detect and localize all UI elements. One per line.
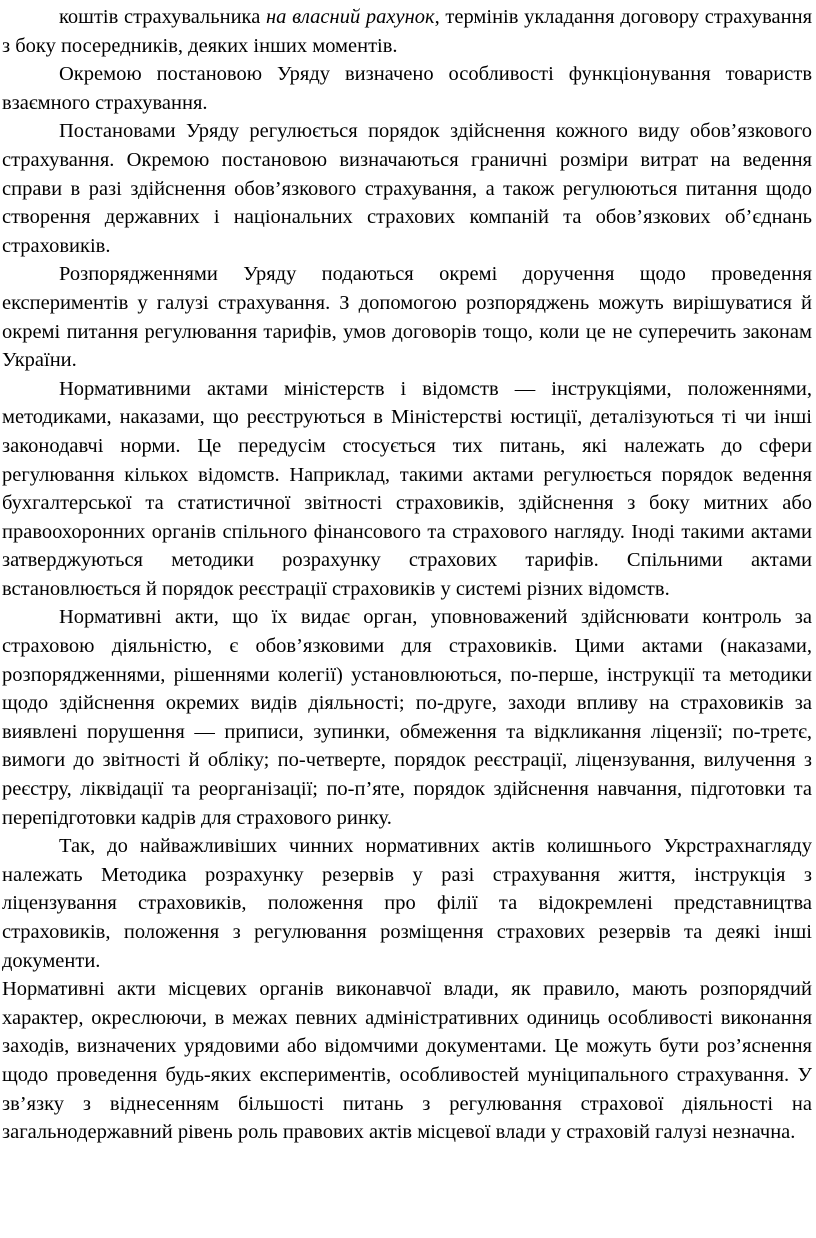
paragraph-2: Окремою постановою Уряду визначено особливості функціонування товариств взаємного страхування.: [2, 63, 812, 114]
paragraph-3: Постановами Уряду регулюється порядок здійснення кожного виду обов’язкового страхування. Окремою постановою визначаються граничні розміри витрат на ведення справи в разі здійснення обов’язкового страхування, а також регулюються питання щодо створення державних і національних страхових компаній та обов’язкових об’єднань страховиків.: [2, 120, 812, 257]
paragraph-6: Нормативні акти, що їх видає орган, уповноважений здійснювати контроль за страховою діяльністю, є обов’язковими для страховиків. Цими актами (наказами, розпорядженнями, рішеннями колегії) установлюються, по-перше, інструкції та методики щодо здійснення окремих видів діяльності; по-друге, заходи впливу на страховиків за виявлені порушення — приписи, зупинки, обмеження та відкликання ліцензії; по-третє, вимоги до звітності й обліку; по-четверте, порядок реєстрації, ліцензування, вилучення з реєстру, ліквідації та реорганізації; по-п’яте, порядок здійснення навчання, підготовки та перепідготовки кадрів для страхового ринку.: [2, 606, 812, 829]
paragraph-5: Нормативними актами міністерств і відомств — інструкціями, положеннями, методиками, наказами, що реєструються в Міністерстві юстиції, деталізуються ті чи інші законодавчі норми. Це передусім стосується тих питань, які належать до сфери регулювання кількох відомств. Наприклад, такими актами регулюється порядок ведення бухгалтерської та статистичної звітності страховиків, здійснення з боку митних або правоохоронних органів спільного фінансового та страхового нагляду. Іноді такими актами затверджуються методики розрахунку страхових тарифів. Спільними актами встановлюється й порядок реєстрації страховиків у системі різних відомств.: [2, 377, 812, 600]
paragraph-1: [2, 3, 812, 60]
paragraph-1-emphasis: на власний рахунок: [265, 6, 435, 28]
paragraph-1-after: , термінів укладання договору страхування з боку посередників, деяких інших моментів.: [2, 6, 812, 57]
paragraph-4: Розпорядженнями Уряду подаються окремі доручення щодо проведення експериментів у галузі страхування. З допомогою розпоряджень можуть вирішуватися й окремі питання регулювання тарифів, умов договорів тощо, коли це не суперечить законам України.: [2, 263, 812, 372]
paragraph-1-before: коштів страхувальника: [59, 6, 266, 28]
paragraph-7: Так, до найважливіших чинних нормативних актів колишнього Укрстрахнагляду належать Методика розрахунку резервів у разі страхування життя, інструкція з ліцензування страховиків, положення про філії та відокремлені представництва страховиків, положення з регулювання розміщення страхових резервів та деякі інші документи.: [2, 835, 812, 972]
paragraph-8: Нормативні акти місцевих органів виконавчої влади, як правило, мають розпорядчий характер, окреслюючи, в межах певних адміністративних одиниць особливості виконання заходів, визначених урядовими або відомчими документами. Це можуть бути роз’яснення щодо проведення будь-яких експериментів, особливостей муніципального страхування. У зв’язку з віднесенням більшості питань з регулювання страхової діяльності на загальнодержавний рівень роль правових актів місцевої влади у страховій галузі незначна.: [2, 978, 812, 1144]
